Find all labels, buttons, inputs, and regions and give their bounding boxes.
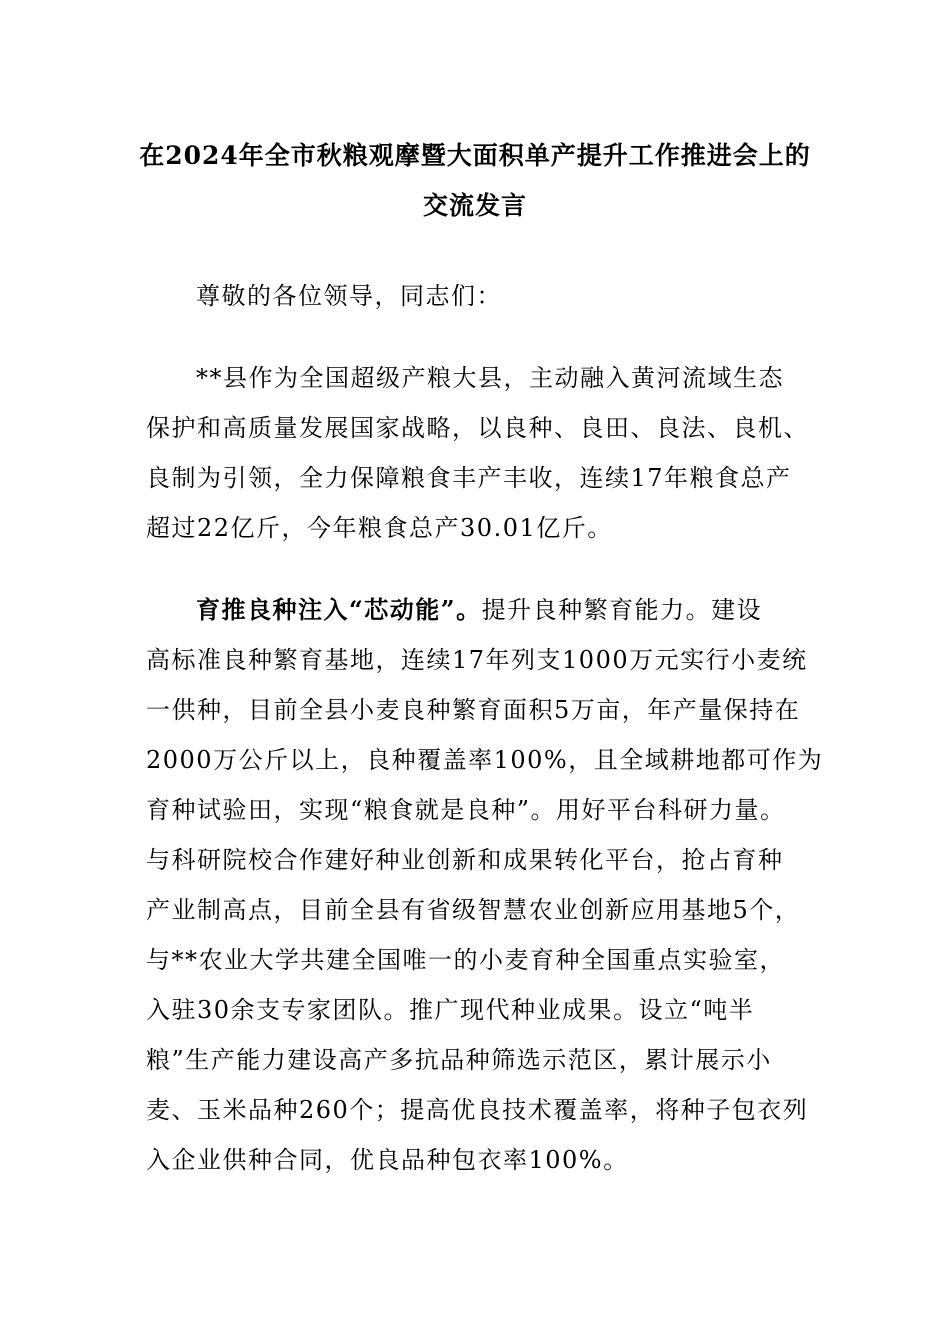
paragraph-2-line: 一供种，目前全县小麦良种繁育面积5万亩，年产量保持在 [146,696,801,724]
salutation: 尊敬的各位领导，同志们： [196,282,502,310]
paragraph-1-line: **县作为全国超级产粮大县，主动融入黄河流域生态 [196,364,784,392]
paragraph-2-heading: 育推良种注入“芯动能”。 [196,595,482,624]
document-title-line-2: 交流发言 [422,191,527,220]
paragraph-2-line: 2000万公斤以上，良种覆盖率100%，且全域耕地都可作为 [146,746,824,774]
paragraph-1-line: 良制为引领，全力保障粮食丰产丰收，连续17年粮食总产 [146,464,792,492]
paragraph-2-line: 与**农业大学共建全国唯一的小麦育种全国重点实验室， [146,946,785,974]
paragraph-2-first-line-text: 提升良种繁育能力。建设 [481,596,763,624]
paragraph-2-first-line [196,590,762,625]
paragraph-1-line: 保护和高质量发展国家战略，以良种、良田、良法、良机、 [146,414,809,442]
paragraph-2-line: 高标准良种繁育基地，连续17年列支1000万元实行小麦统 [146,646,808,674]
paragraph-2-line: 与科研院校合作建好种业创新和成果转化平台，抢占育种 [146,846,784,874]
paragraph-2-line: 入驻30余支专家团队。推广现代种业成果。设立“吨半 [146,996,755,1024]
paragraph-1-line: 超过22亿斤，今年粮食总产30.01亿斤。 [146,514,613,542]
paragraph-2-line: 粮”生产能力建设高产多抗品种筛选示范区，累计展示小 [146,1046,772,1074]
document-title-line-1: 在2024年全市秋粮观摩暨大面积单产提升工作推进会上的 [139,141,811,170]
paragraph-2-line: 入企业供种合同，优良品种包衣率100%。 [146,1146,629,1174]
paragraph-2-line: 产业制高点，目前全县有省级智慧农业创新应用基地5个， [146,896,801,924]
paragraph-2-line: 育种试验田，实现“粮食就是良种”。用好平台科研力量。 [146,796,786,824]
paragraph-2-line: 麦、玉米品种260个；提高优良技术覆盖率，将种子包衣列 [146,1096,809,1124]
